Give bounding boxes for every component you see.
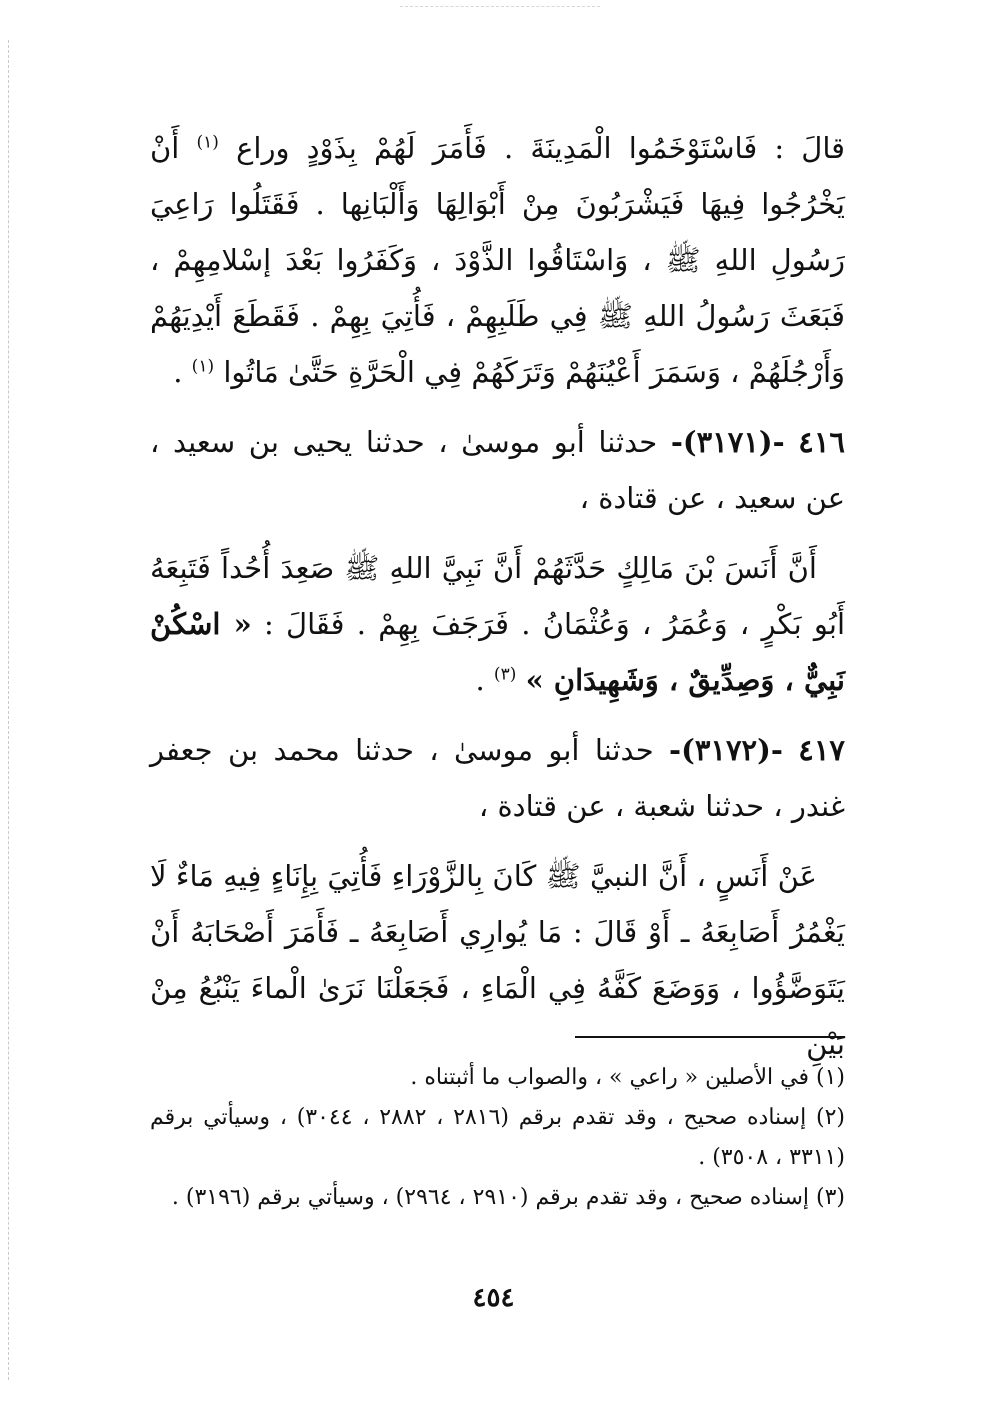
footnote-marker: (٣) [493,664,517,685]
chain-text: حدثنا أبو موسىٰ ، حدثنا محمد بن جعفر غندر ، حدثنا شعبة ، عن قتادة ، [150,733,845,823]
hadith-end-mark: . [475,663,485,697]
hadith-chain [150,414,845,526]
hadith-text-body: عَنْ أَنَسٍ ، أَنَّ النبيَّ ﷺ كَانَ بِالزَّوْرَاءِ فَأُتِيَ بِإِنَاءٍ فِيهِ مَاءٌ لَا يَغْمُرُ أَصَابِعَهُ ـ أَوْ قَالَ : مَا يُوارِي أَصَابِعَهُ ـ فَأَمَرَ أَصْحَابَهُ أَنْ يَتَوَضَّؤُوا ، وَوَضَعَ كَفَّهُ فِي الْمَاءِ ، فَجَعَلْنَا نَرَىٰ الْماءَ يَنْبُعُ مِنْ بَيْنِ [150,859,845,1061]
binding-margin-rule [8,40,10,1380]
hadith-reference: -(٣١٧١)- [670,425,785,459]
narration-text-start: قالَ : فَاسْتَوْخَمُوا الْمَدِينَةَ . فَأَمَرَ لَهُمْ بِذَوْدٍ وراع [236,131,846,165]
page-number: ٤٥٤ [472,1283,515,1313]
narration-paragraph [150,120,845,400]
footnote-marker: (١) [191,356,215,377]
footnote-separator [575,1036,845,1038]
prophet-quote: « اسْكُنْ نَبِيٌّ ، وَصِدِّيقٌ ، وَشَهِيدَانِ » [150,607,845,697]
top-edge-rule [400,6,600,7]
hadith-text-body: أَنَّ أَنَسَ بْنَ مَالِكٍ حَدَّثَهُمْ أَنَّ نَبِيَّ اللهِ ﷺ صَعِدَ أُحُداً فَتَبِعَهُ أَبُو بَكْرٍ ، وَعُمَرُ ، وَعُثْمَانُ . فَرَجَفَ بِهِمْ . فَقَالَ : [150,551,846,641]
chain-text: حدثنا أبو موسىٰ ، حدثنا يحيى بن سعيد ، عن سعيد ، عن قتادة ، [150,425,845,515]
narration-end-mark: . [173,355,183,389]
footnotes [150,1058,845,1218]
footnote-1: (١) في الأصلين « راعي » ، والصواب ما أثبتناه . [410,1065,845,1090]
hadith-number: ٤١٧ [798,733,845,767]
footnote-marker: (١) [196,132,219,153]
hadith-reference: -(٣١٧٢)- [669,733,783,767]
hadith-text [150,540,845,708]
main-text [150,120,845,1072]
footnote-3: (٣) إسناده صحيح ، وقد تقدم برقم (٢٩١٠ ، ٢٩٦٤) ، وسيأتي برقم (٣١٩٦) . [171,1185,845,1210]
hadith-chain [150,722,845,834]
hadith-text [150,848,845,1072]
footnote-2: (٢) إسناده صحيح ، وقد تقدم برقم (٢٨١٦ ، ٢٨٨٢ ، ٣٠٤٤) ، وسيأتي برقم (٣٣١١ ، ٣٥٠٨) . [150,1105,845,1170]
narration-text-rest: أَنْ يَخْرُجُوا فِيهَا فَيَشْرَبُونَ مِنْ أَبْوَالِهَا وَأَلْبَانِها . فَقَتَلُوا رَاعِيَ رَسُولِ اللهِ ﷺ ، وَاسْتَاقُوا الذَّوْدَ ، وَكَفَرُوا بَعْدَ إسْلامِهِمْ ، فَبَعَثَ رَسُولُ اللهِ ﷺ فِي طَلَبِهِمْ ، فَأُتِيَ بِهِمْ . فَقَطَعَ أَيْدِيَهُمْ وَأَرْجُلَهُمْ ، وَسَمَرَ أَعْيُنَهُمْ وَتَرَكَهُمْ فِي الْحَرَّةِ حَتَّىٰ مَاتُوا [150,131,845,389]
hadith-number: ٤١٦ [798,425,846,459]
